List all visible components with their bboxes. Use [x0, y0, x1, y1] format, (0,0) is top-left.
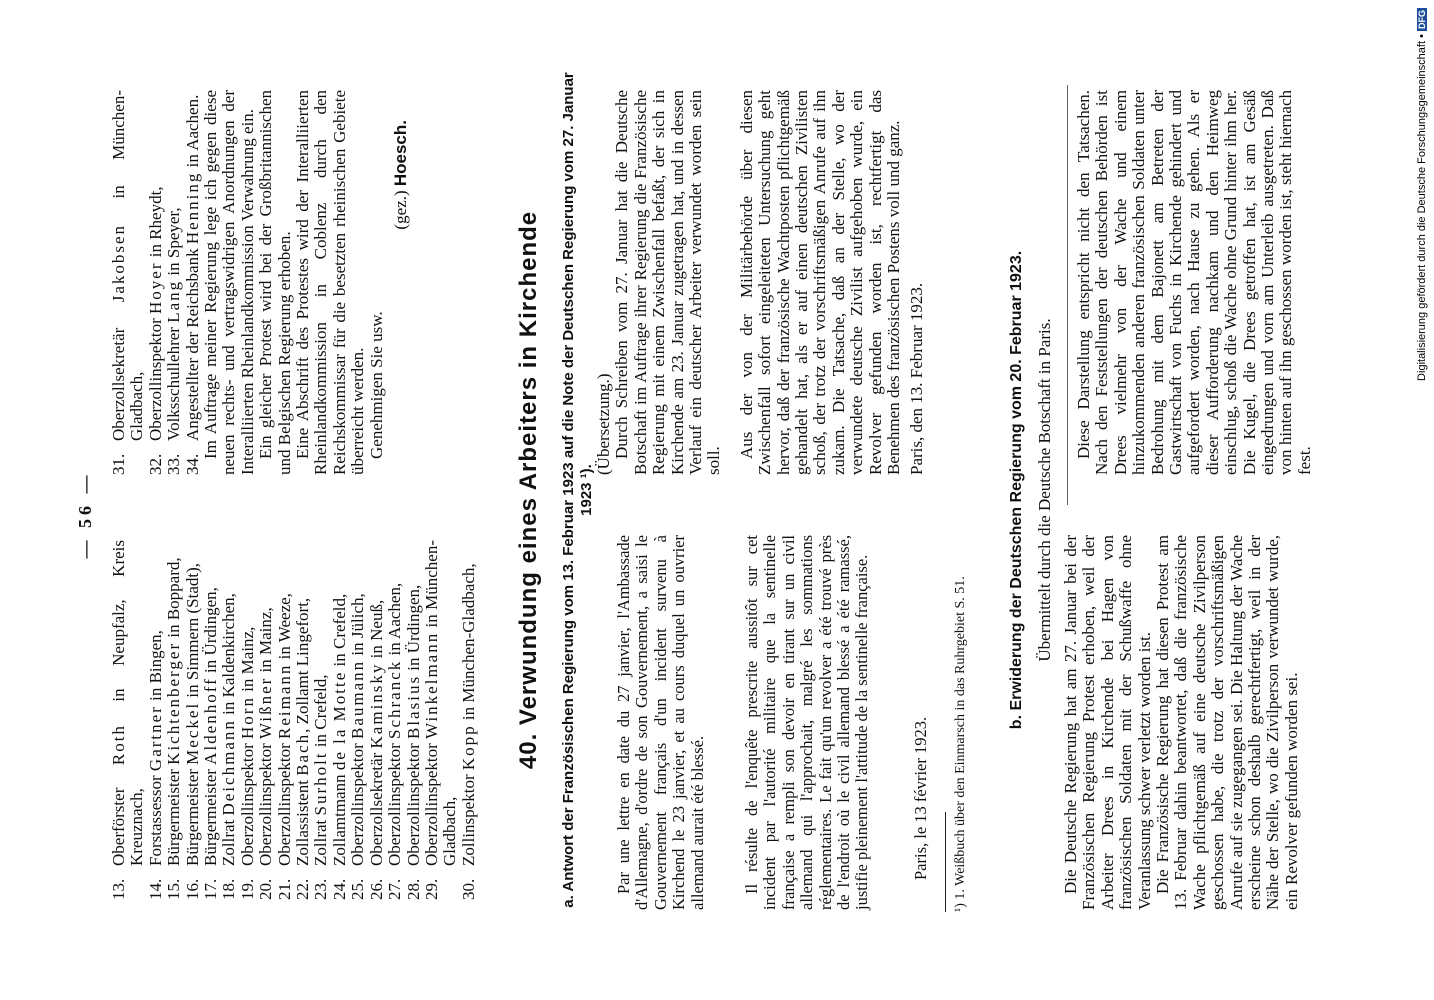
list-number: 14.	[145, 878, 165, 900]
entry-place: in Aachen.	[182, 94, 202, 172]
reply-right-paragraphs	[1075, 90, 1314, 475]
list-number: 32.	[145, 453, 165, 475]
entry-name: Hoyer	[145, 261, 165, 314]
list-item	[257, 540, 275, 900]
list-entry	[239, 540, 257, 866]
column-rule	[1067, 85, 1068, 505]
entry-name: Kichtenberger	[164, 641, 184, 765]
german-paragraphs	[613, 90, 903, 475]
list-number: 22.	[293, 878, 313, 900]
signature-prefix: (gez.)	[391, 186, 411, 230]
reply-left-paragraphs	[1062, 535, 1301, 910]
entry-place: in Neuß,	[366, 599, 386, 663]
list-entry	[312, 540, 330, 866]
dfg-logo: DFG	[1417, 10, 1427, 29]
entry-place: in Crefeld,	[311, 674, 331, 752]
list-item	[386, 540, 404, 900]
list-item	[239, 540, 257, 900]
entry-title: Oberzollinspektor	[385, 739, 405, 866]
list-entry	[423, 540, 460, 866]
entry-title: Oberzollsekretär	[366, 748, 386, 866]
french-paragraph: Par une lettre en date du 27 janvier, l'Ambassade d'Allemagne, d'ordre de son Gouvernement, a saisi le Gouvernement français d'un incident survenu à Kirchend le 23 janvier, et au cours duquel un ouvrier allemand aurait été blessé.	[614, 535, 707, 910]
entry-title: Volksschullehrer	[164, 322, 184, 441]
entry-title: Oberzollinspektor	[256, 739, 276, 866]
entry-title: Oberzollinspektor	[145, 314, 165, 441]
list-number: 23.	[311, 878, 331, 900]
french-text-column	[615, 535, 930, 910]
entry-title: Oberzollinspektor	[421, 738, 441, 866]
list-item	[147, 90, 165, 475]
entry-title: Oberförster	[109, 765, 128, 866]
list-item	[147, 540, 165, 900]
entry-name: Reimann	[274, 663, 294, 739]
entry-title: Oberzollinspektor	[237, 739, 257, 866]
protest-paragraph: Ein gleicher Protest wird bei der Großbritannischen und Belgischen Regierung erhoben.	[256, 90, 294, 475]
signature-name: Hoesch.	[391, 120, 411, 187]
signature	[392, 90, 410, 475]
reply-left-column	[1062, 535, 1301, 910]
sub-b-subtitle: Übermittelt durch die Deutsche Botschaft in Paris.	[1035, 318, 1054, 662]
entry-place: in Speyer,	[164, 207, 184, 280]
entry-place: in Neupfalz, Kreis Kreuznach,	[109, 539, 147, 866]
list-item	[165, 90, 183, 475]
protest-paragraph: Genehmigen Sie usw.	[366, 311, 386, 459]
entry-name: Kaminsky	[366, 662, 386, 749]
translation-label: (Übersetzung.)	[594, 373, 613, 475]
list-item	[165, 540, 183, 900]
list-entry	[294, 540, 312, 866]
entry-name: Henning	[182, 171, 202, 245]
entry-place: in Aachen,	[385, 582, 405, 660]
footnote: ¹) 1. Weißbuch über den Einmarsch in das Ruhrgebiet S. 51.	[953, 576, 968, 912]
list-item	[184, 90, 202, 475]
entry-name: Schranck	[385, 659, 405, 739]
footnote-rule	[945, 812, 946, 912]
protest-column	[110, 90, 411, 475]
list-item	[460, 540, 478, 900]
list-entry	[276, 540, 294, 866]
entry-place: in Boppard,	[164, 557, 184, 642]
list-entry	[147, 540, 165, 866]
sub-a-title: a. Antwort der Französischen Regierung vom 13. Februar 1923 auf die Note der Deutschen Regierung vom 27. Januar 1923 ¹).	[560, 72, 595, 908]
german-text-column	[595, 90, 926, 475]
entry-name: Winkelmann	[421, 631, 441, 739]
list-number: 33.	[164, 453, 184, 475]
list-item	[184, 540, 202, 900]
list-number: 16.	[182, 878, 202, 900]
entry-title: Zollinspektor	[458, 770, 478, 866]
list-item	[368, 540, 386, 900]
sub-b-title: b. Erwiderung der Deutschen Regierung vom 20. Februar 1923.	[1008, 250, 1025, 730]
entry-name: Baumann	[348, 659, 368, 739]
list-number: 29.	[421, 878, 441, 900]
entry-place: in Ürdingen,	[201, 587, 221, 678]
list-entry	[165, 540, 183, 866]
name-list-right	[110, 90, 202, 475]
list-item	[312, 540, 330, 900]
list-entry	[147, 90, 165, 441]
list-entry	[220, 540, 238, 866]
list-entry	[257, 540, 275, 866]
reply-paragraph: Diese Darstellung entspricht nicht den Tatsachen. Nach den Feststellungen der deutschen Behörden ist Drees vielmehr von der Wache und einem hinzukommenden anderen französischen Soldaten unter Bedrohung mit dem Bajonett am Betreten der Gastwirtschaft von Fuchs in Kirchende gehindert und aufgefordert worden, nach Hause zu gehen. Als er dieser Aufforderung nachkam und den Heimweg einschlug, schoß die Wache ohne Grund hinter ihm her. Die Kugel, die Drees getroffen hat, ist am Gesäß eingedrungen und vorn am Unterleib ausgetreten. Daß von hinten auf ihn geschossen worden ist, steht hiernach fest.	[1074, 90, 1314, 475]
entry-name: Wißner	[256, 676, 276, 739]
entry-title: Oberzollinspektor	[348, 739, 368, 866]
list-item	[331, 540, 349, 900]
list-item	[294, 540, 312, 900]
entry-place: in Ürdingen,	[403, 584, 423, 675]
entry-title: Oberzollinspektor	[403, 739, 423, 866]
list-number: 17.	[201, 878, 221, 900]
entry-name: Roth	[109, 724, 128, 766]
list-number: 28.	[403, 878, 423, 900]
entry-name: Lang	[164, 279, 184, 323]
entry-title: Bürgermeister	[164, 764, 184, 866]
list-number: 26.	[366, 878, 386, 900]
list-entry	[405, 540, 423, 866]
list-number: 34.	[182, 453, 202, 475]
entry-title: Bürgermeister	[182, 764, 202, 866]
list-number: 25.	[348, 878, 368, 900]
entry-title: Zollrat	[311, 815, 331, 866]
list-number: 31.	[109, 453, 128, 475]
entry-place: in München-Gladbach,	[458, 563, 478, 725]
list-entry	[202, 540, 220, 866]
reply-right-column	[1075, 90, 1314, 475]
entry-place: in Weeze,	[274, 593, 294, 664]
list-entry	[110, 90, 147, 441]
list-number: 30.	[458, 878, 478, 900]
entry-name: Bach	[293, 732, 313, 776]
list-number: 24.	[329, 878, 349, 900]
entry-title: Forstassessor	[145, 771, 165, 866]
list-number: 21.	[274, 878, 294, 900]
entry-title: Oberzollsekretär	[109, 302, 128, 441]
entry-title: Zollrat	[219, 815, 239, 866]
entry-title: Bürgermeister	[201, 764, 221, 866]
entry-name: Horn	[237, 696, 257, 739]
entry-name: de la Motte	[329, 670, 349, 771]
entry-title: Angestellter der Reichsbank	[182, 244, 202, 441]
french-paragraph: Il résulte de l'enquête prescrite aussitôt sur cet incident par l'autorité militaire que la sentinelle française a rempli son devoir en tirant sur un civil allemand qui l'approchait, malgré les sommations réglementaires. Le fait qu'un revolver a été trouvé près de l'endroit où le civil allemand blessé a été ramassé, justifie pleinement l'attitude de la sentinelle française.	[742, 535, 872, 910]
entry-name: Aldenhoff	[201, 677, 221, 765]
french-date: Paris, le 13 février 1923.	[910, 716, 930, 880]
name-list-left	[110, 540, 478, 900]
list-number: 15.	[164, 878, 184, 900]
page-number: — 56 —	[75, 471, 95, 559]
entry-place: in München-Gladbach,	[109, 89, 147, 441]
entry-place: in Crefeld,	[329, 593, 349, 671]
entry-place: in Mainz,	[237, 626, 257, 697]
entry-name: Surholt	[311, 751, 331, 816]
list-entry	[184, 540, 202, 866]
entry-place: in Kaldenkirchen,	[219, 593, 239, 720]
list-entry	[460, 540, 478, 866]
list-item	[110, 540, 147, 900]
entry-name: Meckel	[182, 701, 202, 765]
entry-title: Zollamtmann	[329, 770, 349, 866]
entry-name: Jakobsen	[109, 223, 128, 303]
list-entry	[165, 90, 183, 441]
list-item	[202, 540, 220, 900]
german-paragraph: Aus der von der Militärbehörde über diesen Zwischenfall sofort eingeleiteten Untersuchung geht hervor, daß der französische Wachtposten pflichtgemäß gehandelt hat, als er auf einen deutschen Zivilisten schoß, der trotz der vorschriftsmäßigen Anrufe auf ihn zukam. Die Tatsache, daß an der Stelle, wo der verwundete deutsche Zivilist aufgehoben wurde, ein Revolver gefunden worden ist, rechtfertigt das Benehmen des französischen Postens voll und ganz.	[736, 90, 904, 475]
dfg-credit-strip	[1414, 8, 1430, 392]
entry-title: Zollassistent	[293, 775, 313, 866]
entry-name: Gartner	[145, 705, 165, 772]
entry-name: Kopp	[458, 724, 478, 771]
protest-paragraph: Eine Abschrift des Protestes wird der Interalliierten Rheinlandkommission in Coblenz durch den Reichskommissar für die besetzten rheinischen Gebiete überreicht werden.	[293, 90, 368, 475]
entry-place: in München-Gladbach,	[421, 540, 460, 866]
entry-title: Oberzollinspektor	[274, 739, 294, 866]
list-item	[276, 540, 294, 900]
list-item	[405, 540, 423, 900]
entry-name: Blasius	[403, 674, 423, 739]
list-item	[220, 540, 238, 900]
list-number: 20.	[256, 878, 276, 900]
entry-place: in Mainz,	[256, 607, 276, 677]
list-number: 18.	[219, 878, 239, 900]
entry-place: , Zollamt Lingefort,	[293, 597, 313, 733]
reply-paragraph: Die Deutsche Regierung hat am 27. Januar bei der Französischen Regierung Protest erhoben, weil der Arbeiter Drees in Kirchende bei Hagen von französischen Soldaten mit der Schußwaffe ohne Veranlassung schwer verletzt worden ist.	[1061, 535, 1154, 910]
list-item	[110, 90, 147, 475]
reply-paragraph: Die Französische Regierung hat diesen Protest am 13. Februar dahin beantwortet, daß die französische Wache pflichtgemäß auf eine deutsche Zivilperson geschossen habe, die trotz der vorschriftsmäßigen Anrufe auf sie zugegangen sei. Die Haltung der Wache erscheine schon deshalb gerechtfertigt, weil in der Nähe der Stelle, wo die Zivilperson verwundet wurde, ein Revolver gefunden worden sei.	[1153, 535, 1301, 910]
french-paragraphs	[615, 535, 872, 910]
list-entry	[386, 540, 404, 866]
list-number: 19.	[237, 878, 257, 900]
entry-place: in Bingen,	[145, 630, 165, 706]
list-number: 27.	[385, 878, 405, 900]
list-entry	[184, 90, 202, 441]
entry-place: in Jülich,	[348, 593, 368, 660]
section-title: 40. Verwundung eines Arbeiters in Kirchende	[515, 210, 542, 770]
protest-paragraph: Im Auftrage meiner Regierung lege ich gegen diese neuen rechts- und vertragswidrigen Anordnungen der Interalliierten Rheinlandkommission Verwahrung ein.	[201, 90, 257, 475]
dfg-credit-text: Digitalisierung gefördert durch die Deutsche Forschungsgemeinschaft •	[1416, 34, 1428, 381]
list-item	[349, 540, 367, 900]
entry-place: in Simmern (Stadt),	[182, 563, 202, 702]
protest-paragraphs	[202, 90, 386, 475]
german-date: Paris, den 13. Februar 1923.	[906, 282, 926, 475]
list-entry	[110, 540, 147, 866]
entry-place: in Rheydt,	[145, 186, 165, 262]
list-entry	[331, 540, 349, 866]
list-entry	[349, 540, 367, 866]
list-item	[423, 540, 460, 900]
list-number: 13.	[109, 878, 128, 900]
list-entry	[368, 540, 386, 866]
entry-name: Deichmann	[219, 719, 239, 816]
german-paragraph: Durch Schreiben vom 27. Januar hat die Deutsche Botschaft im Auftrage ihrer Regierung die Französische Regierung mit einem Zwischenfall befaßt, der sich in Kirchende am 23. Januar zugetragen hat, und in dessen Verlauf ein deutscher Arbeiter verwundet worden sein soll.	[612, 90, 724, 475]
